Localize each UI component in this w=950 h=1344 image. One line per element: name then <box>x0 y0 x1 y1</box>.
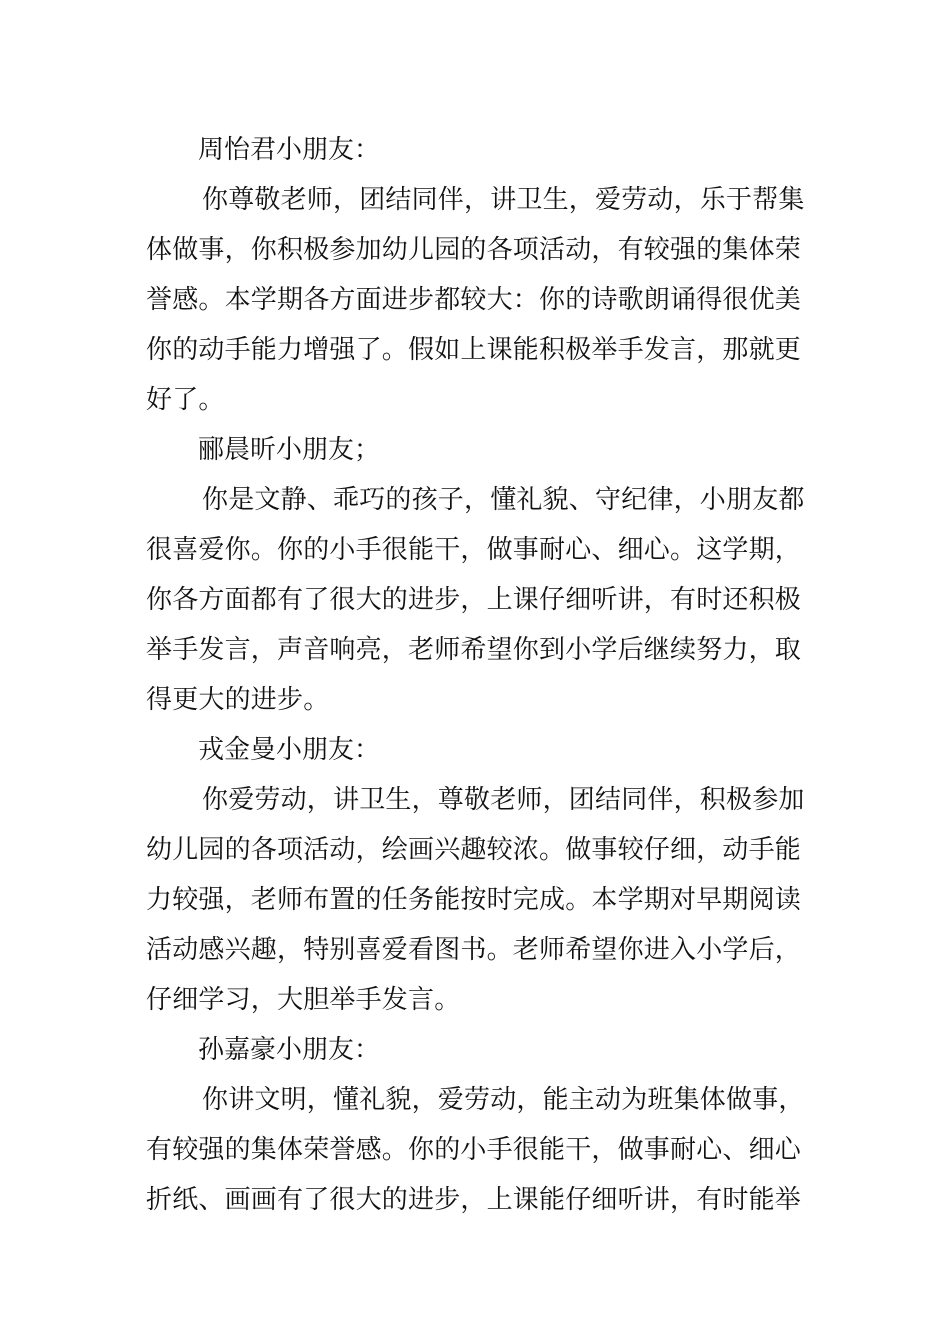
paragraph-line: 你各方面都有了很大的进步，上课仔细听讲，有时还积极 <box>146 585 802 615</box>
comment-section <box>146 125 808 425</box>
greeting-heading: 郦晨昕小朋友； <box>198 435 381 465</box>
paragraph-line: 仔细学习，大胆举手发言。 <box>146 985 461 1015</box>
comment-section <box>146 725 808 1025</box>
paragraph-line: 你的动手能力增强了。假如上课能积极举手发言，那就更 <box>146 335 802 365</box>
comment-section <box>146 1025 808 1225</box>
paragraph-line: 誉感。本学期各方面进步都较大：你的诗歌朗诵得很优美 <box>146 285 802 315</box>
paragraph-line: 你讲文明，懂礼貌，爱劳动，能主动为班集体做事， <box>202 1085 805 1115</box>
paragraph-line: 你尊敬老师，团结同伴，讲卫生，爱劳动，乐于帮集 <box>202 185 805 215</box>
greeting-heading: 孙嘉豪小朋友： <box>198 1035 381 1065</box>
paragraph-line: 好了。 <box>146 385 225 415</box>
paragraph-line: 有较强的集体荣誉感。你的小手很能干，做事耐心、细心 <box>146 1135 802 1165</box>
paragraph-line: 折纸、画画有了很大的进步，上课能仔细听讲，有时能举 <box>146 1185 802 1215</box>
document-body <box>146 125 808 1225</box>
paragraph-line: 体做事，你积极参加幼儿园的各项活动，有较强的集体荣 <box>146 235 802 265</box>
greeting-heading: 周怡君小朋友： <box>198 135 381 165</box>
greeting-heading: 戎金曼小朋友： <box>198 735 381 765</box>
paragraph-line: 你爱劳动，讲卫生，尊敬老师，团结同伴，积极参加 <box>202 785 805 815</box>
paragraph-line: 举手发言，声音响亮，老师希望你到小学后继续努力，取 <box>146 635 802 665</box>
paragraph-line: 活动感兴趣，特别喜爱看图书。老师希望你进入小学后， <box>146 935 802 965</box>
paragraph-line: 力较强，老师布置的任务能按时完成。本学期对早期阅读 <box>146 885 802 915</box>
paragraph-line: 幼儿园的各项活动，绘画兴趣较浓。做事较仔细，动手能 <box>146 835 802 865</box>
comment-section <box>146 425 808 725</box>
paragraph-line: 你是文静、乖巧的孩子，懂礼貌、守纪律，小朋友都 <box>202 485 805 515</box>
paragraph-line: 很喜爱你。你的小手很能干，做事耐心、细心。这学期， <box>146 535 802 565</box>
paragraph-line: 得更大的进步。 <box>146 685 330 715</box>
